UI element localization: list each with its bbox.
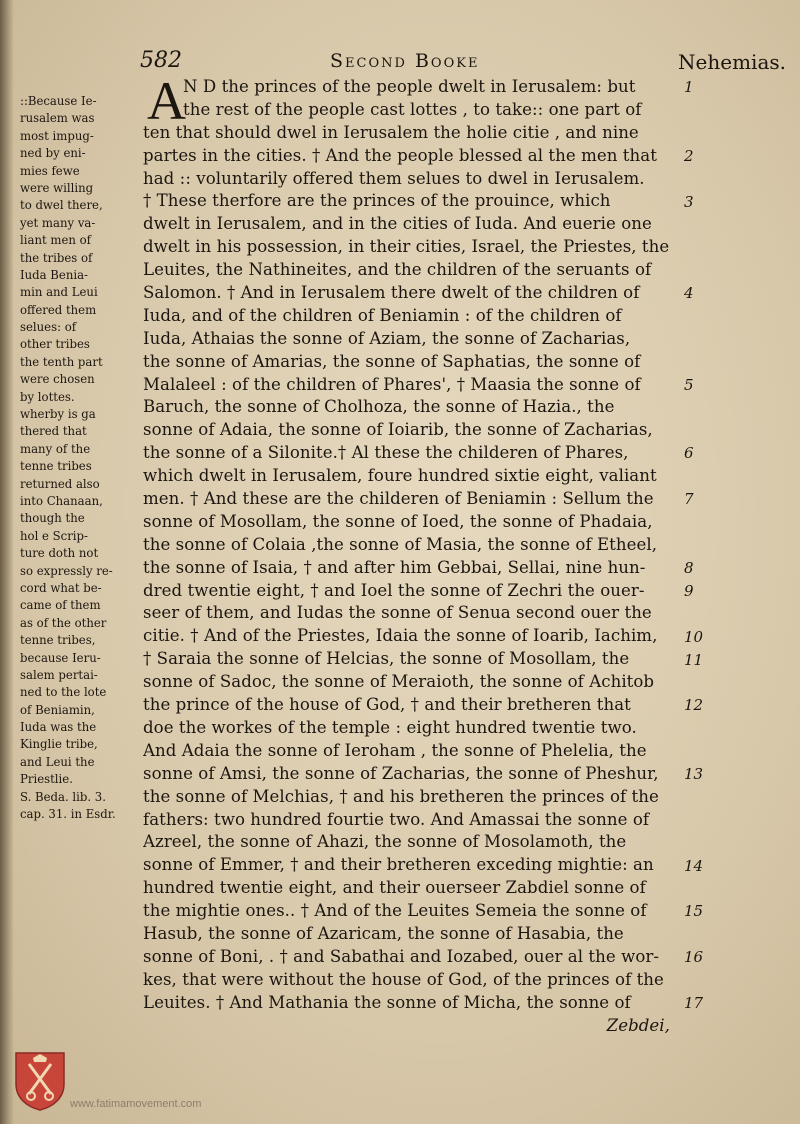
verse-number: 11	[684, 650, 704, 669]
margin-note-line: liant men of	[20, 233, 91, 248]
main-text-column	[143, 71, 680, 1015]
verse-number: 12	[684, 696, 704, 715]
margin-note-line: ture doth not	[20, 546, 99, 561]
text-line: Azreel, the sonne of Ahazi, the sonne of Mosolamoth, the	[143, 832, 627, 852]
text-line: Leuites, the Nathineites, and the children of the seruants of	[143, 260, 652, 280]
margin-note-line: tenne tribes,	[20, 633, 96, 648]
text-line: N D the princes of the people dwelt in Ierusalem: but	[183, 77, 636, 96]
text-line: ten that should dwel in Ierusalem the holie citie , and nine	[143, 122, 639, 142]
margin-note-line: many of the	[20, 441, 91, 456]
verse-number: 9	[684, 581, 694, 600]
margin-note-line: into Chanaan,	[20, 493, 103, 508]
margin-note-line: yet many va-	[20, 215, 96, 230]
text-line: the sonne of Amarias, the sonne of Saphatias, the sonne of	[143, 351, 641, 371]
verse-number: 6	[684, 444, 694, 463]
verse-number: 15	[684, 902, 704, 921]
text-line: sonne of Adaia, the sonne of Ioiarib, the sonne of Zacharias,	[143, 420, 653, 440]
margin-note-line: most impug-	[20, 128, 94, 143]
margin-note-line: salem pertai-	[20, 667, 98, 682]
text-line: sonne of Mosollam, the sonne of Ioed, the sonne of Phadaia,	[143, 511, 653, 531]
margin-note-line: offered them	[20, 302, 97, 317]
text-line: the sonne of Colaia ,the sonne of Masia, the sonne of Etheel,	[143, 534, 658, 554]
text-line: Hasub, the sonne of Azaricam, the sonne of Hasabia, the	[143, 923, 624, 943]
margin-note-line: ned by eni-	[20, 146, 86, 161]
margin-note-line: though the	[20, 511, 85, 526]
verse-number: 14	[684, 856, 704, 875]
text-line: doe the workes of the temple : eight hundred twentie two.	[143, 717, 637, 737]
margin-note-line: the tenth part	[20, 354, 103, 369]
page-header	[140, 48, 786, 78]
margin-note-line: to dwel there,	[20, 198, 103, 213]
text-line: citie. † And of the Priestes, Idaia the sonne of Ioarib, Iachim,	[143, 626, 658, 646]
margin-note-line: were willing	[20, 180, 94, 195]
text-line: had :: voluntarily offered them selues to dwel in Ierusalem.	[143, 168, 645, 188]
text-line: Leuites. † And Mathania the sonne of Micha, the sonne of	[143, 992, 631, 1012]
margin-note-line: Iuda was the	[20, 720, 97, 735]
catchword-row	[143, 1015, 680, 1038]
watermark-url: www.fatimamovement.com	[70, 1098, 202, 1110]
page-number: 582	[140, 48, 182, 73]
verse-number: 13	[684, 765, 704, 783]
catchword: Zebdei,	[606, 1016, 670, 1035]
text-line: hundred twentie eight, and their ouerseer Zabdiel sonne of	[143, 878, 646, 898]
margin-note-line: so expressly re-	[20, 563, 113, 578]
verse-number: 10	[684, 627, 704, 646]
verse-number: 1	[684, 78, 694, 96]
verse-number: 16	[684, 948, 704, 967]
margin-note-line: Iuda Benia-	[20, 267, 88, 282]
verse-number: 2	[684, 146, 694, 165]
text-line: dwelt in Ierusalem, and in the cities of Iuda. And euerie one	[143, 214, 652, 234]
margin-note-line: thered that	[20, 424, 87, 439]
margin-note-line: wherby is ga	[20, 407, 96, 422]
margin-note-line: cap. 31. in Esdr.	[20, 807, 116, 822]
text-line: Baruch, the sonne of Cholhoza, the sonne of Hazia., the	[143, 397, 615, 417]
margin-note-line: ::Because Ie-	[20, 94, 97, 108]
margin-note-line: rusalem was	[20, 111, 95, 126]
text-line: seer of them, and Iudas the sonne of Senua second ouer the	[143, 603, 652, 623]
text-line: the sonne of Isaia, † and after him Gebbai, Sellai, nine hun-	[143, 557, 646, 577]
margin-note-line: mies fewe	[20, 163, 80, 178]
text-line: men. † And these are the childeren of Beniamin : Sellum the	[143, 489, 654, 509]
margin-note-line: other tribes	[20, 337, 90, 352]
margin-note-line: were chosen	[20, 372, 95, 387]
text-line: Iuda, and of the children of Beniamin : of the children of	[143, 305, 622, 325]
text-line: Iuda, Athaias the sonne of Aziam, the sonne of Zacharias,	[143, 328, 631, 348]
drop-cap: A	[147, 71, 186, 131]
margin-note-line: hol e Scrip-	[20, 528, 88, 543]
margin-note-line: came of them	[20, 598, 101, 613]
text-line: kes, that were without the house of God, of the princes of the	[143, 969, 664, 989]
margin-note-line: selues: of	[20, 320, 77, 335]
text-line: the prince of the house of God, † and their bretheren that	[143, 695, 631, 715]
text-line: which dwelt in Ierusalem, foure hundred sixtie eight, valiant	[143, 466, 657, 486]
margin-note-line: ned to the lote	[20, 685, 107, 700]
verse-number: 8	[684, 558, 694, 577]
text-line: the rest of the people cast lottes , to take:: one part of	[183, 99, 642, 119]
text-line: the sonne of a Silonite.† Al these the childeren of Phares,	[143, 443, 629, 463]
text-line: Malaleel : of the children of Phares', † Maasia the sonne of	[143, 374, 641, 394]
text-line: sonne of Sadoc, the sonne of Meraioth, the sonne of Achitob	[143, 672, 655, 692]
text-line: partes in the cities. † And the people blessed al the men that	[143, 145, 657, 165]
margin-note-line: as of the other	[20, 615, 107, 630]
margin-note-line: min and Leui	[20, 285, 98, 300]
margin-note-line: the tribes of	[20, 250, 93, 265]
verse-number: 7	[684, 490, 694, 509]
text-line: dred twentie eight, † and Ioel the sonne of Zechri the ouer-	[143, 580, 645, 600]
text-line: Salomon. † And in Ierusalem there dwelt of the children of	[143, 283, 640, 303]
margin-note-line: returned also	[20, 476, 100, 491]
text-line: sonne of Boni, . † and Sabathai and Iozabed, ouer al the wor-	[143, 946, 659, 966]
verse-number: 17	[684, 994, 704, 1012]
margin-note-line: Kinglie tribe,	[20, 737, 98, 752]
book-spine-shadow	[0, 0, 14, 1124]
text-line: dwelt in his possession, in their cities, Israel, the Priestes, the	[143, 237, 670, 257]
text-line: fathers: two hundred fourtie two. And Amassai the sonne of	[143, 809, 650, 829]
book-name: Nehemias.	[678, 50, 786, 74]
margin-note-line: tenne tribes	[20, 459, 92, 474]
margin-notes	[20, 93, 142, 823]
margin-note-line: Priestlie.	[20, 772, 73, 787]
verse-number: 3	[684, 192, 694, 211]
margin-note-line: by lottes.	[20, 389, 75, 404]
text-line: † Saraia the sonne of Helcias, the sonne of Mosollam, the	[143, 649, 630, 669]
text-line: the mightie ones.. † And of the Leuites Semeia the sonne of	[143, 901, 647, 921]
margin-note-line: cord what be-	[20, 580, 102, 595]
margin-note-line: of Beniamin,	[20, 702, 95, 717]
text-line: † These therfore are the princes of the prouince, which	[143, 191, 611, 211]
text-line: the sonne of Melchias, † and his bretheren the princes of the	[143, 786, 659, 806]
running-title: Second Booke	[330, 50, 480, 72]
papal-seal-icon	[13, 1050, 67, 1112]
text-line: And Adaia the sonne of Ieroham , the sonne of Phelelia, the	[143, 740, 647, 760]
margin-note-line: because Ieru-	[20, 650, 101, 665]
margin-note-line: S. Beda. lib. 3.	[20, 789, 106, 804]
margin-note-line: and Leui the	[20, 754, 95, 769]
verse-number: 5	[684, 375, 694, 394]
text-line: sonne of Amsi, the sonne of Zacharias, the sonne of Pheshur,	[143, 763, 659, 783]
verse-number: 4	[684, 284, 694, 303]
text-line: sonne of Emmer, † and their bretheren exceding mightie: an	[143, 855, 654, 875]
